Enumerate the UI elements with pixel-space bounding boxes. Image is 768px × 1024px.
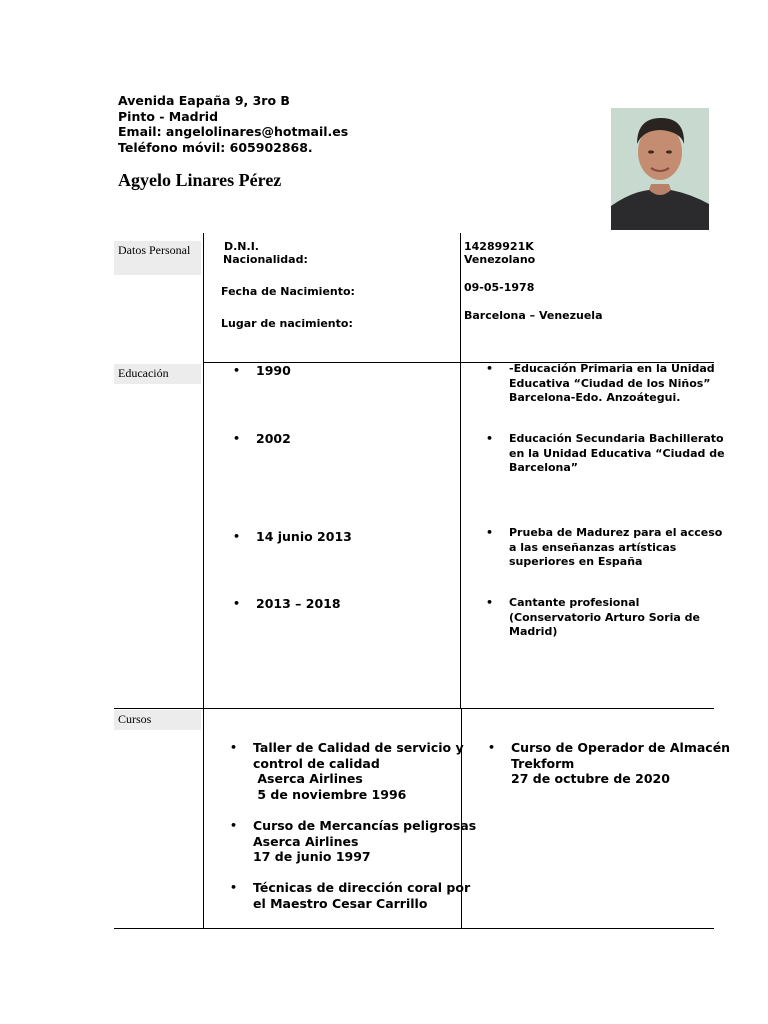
course-line: 5 de noviembre 1996 (253, 786, 407, 802)
education-line: Barcelona-Edo. Anzoátegui. (509, 391, 681, 404)
bullet-icon: • (233, 432, 241, 445)
course-item (253, 740, 464, 802)
course-item (511, 740, 730, 787)
course-line: el Maestro Cesar Carrillo (253, 895, 428, 911)
course-item (253, 880, 470, 911)
course-line: Técnicas de dirección coral por (253, 880, 471, 895)
education-line: a las enseñanzas artísticas (509, 540, 677, 554)
person-name: Agyelo Linares Pérez (118, 170, 282, 190)
profile-photo (611, 108, 709, 230)
section-label-personal: Datos Personal (114, 241, 201, 275)
field-value-nationality: Venezolano (464, 253, 536, 266)
education-line: Prueba de Madurez para el acceso (509, 526, 723, 539)
address-line: Avenida Eapaña 9, 3ro B (118, 93, 290, 108)
education-date: 14 junio 2013 (256, 529, 352, 544)
course-line: Curso de Mercancías peligrosas (253, 818, 477, 833)
table-divider-middle-top (460, 233, 461, 709)
bullet-icon: • (233, 597, 241, 610)
bullet-icon: • (233, 530, 241, 543)
course-line: control de calidad (253, 755, 380, 771)
education-line: superiores en España (509, 555, 643, 568)
phone-line: Teléfono móvil: 605902868. (118, 139, 313, 155)
field-label-dni: D.N.I. (224, 240, 259, 253)
course-line: Taller de Calidad de servicio y (253, 740, 464, 755)
section-label-courses: Cursos (114, 710, 201, 730)
email-line: Email: angelolinares@hotmail.es (118, 124, 349, 139)
bullet-icon: • (486, 362, 494, 375)
bullet-icon: • (230, 741, 238, 754)
education-line: Educativa “Ciudad de los Niños” (509, 376, 711, 390)
education-date: 2013 – 2018 (256, 596, 341, 611)
bullet-icon: • (486, 432, 494, 445)
city-line: Pinto - Madrid (118, 108, 219, 124)
education-line: Madrid) (509, 625, 558, 638)
course-line: Trekform (511, 755, 575, 771)
education-description (509, 596, 700, 640)
bullet-icon: • (230, 819, 238, 832)
course-line: 27 de octubre de 2020 (511, 771, 670, 786)
education-line: -Educación Primaria en la Unidad (509, 362, 715, 375)
education-description (509, 362, 715, 406)
table-divider-left-bottom (203, 708, 204, 928)
table-divider-left-top (203, 233, 204, 709)
bullet-icon: • (486, 526, 494, 539)
course-line: Aserca Airlines (253, 833, 359, 849)
courses-top-rule (114, 708, 714, 709)
profile-photo-image (611, 108, 709, 230)
course-line: 17 de junio 1997 (253, 849, 371, 864)
bullet-icon: • (486, 596, 494, 609)
education-line: Educación Secundaria Bachillerato (509, 432, 724, 445)
education-date: 2002 (256, 431, 291, 446)
bullet-icon: • (233, 364, 241, 377)
education-line: Cantante profesional (509, 596, 640, 609)
contact-info (118, 93, 348, 155)
education-description (509, 432, 725, 476)
course-line: Curso de Operador de Almacén (511, 740, 731, 755)
field-value-birthplace: Barcelona – Venezuela (464, 309, 603, 322)
course-item (253, 818, 476, 865)
table-bottom-rule (114, 928, 714, 929)
education-line: (Conservatorio Arturo Soria de (509, 610, 701, 624)
field-label-nationality: Nacionalidad: (223, 253, 308, 266)
education-line: Barcelona” (509, 461, 579, 474)
course-line: Aserca Airlines (253, 771, 363, 786)
field-value-dni: 14289921K (464, 240, 534, 253)
field-label-birthplace: Lugar de nacimiento: (221, 317, 353, 330)
field-value-birthdate: 09-05-1978 (464, 281, 535, 294)
education-description (509, 526, 722, 570)
bullet-icon: • (230, 881, 238, 894)
field-label-birthdate: Fecha de Nacimiento: (221, 285, 355, 298)
education-line: en la Unidad Educativa “Ciudad de (509, 446, 725, 460)
section-label-education: Educación (114, 364, 201, 384)
education-date: 1990 (256, 363, 291, 378)
bullet-icon: • (488, 741, 496, 754)
